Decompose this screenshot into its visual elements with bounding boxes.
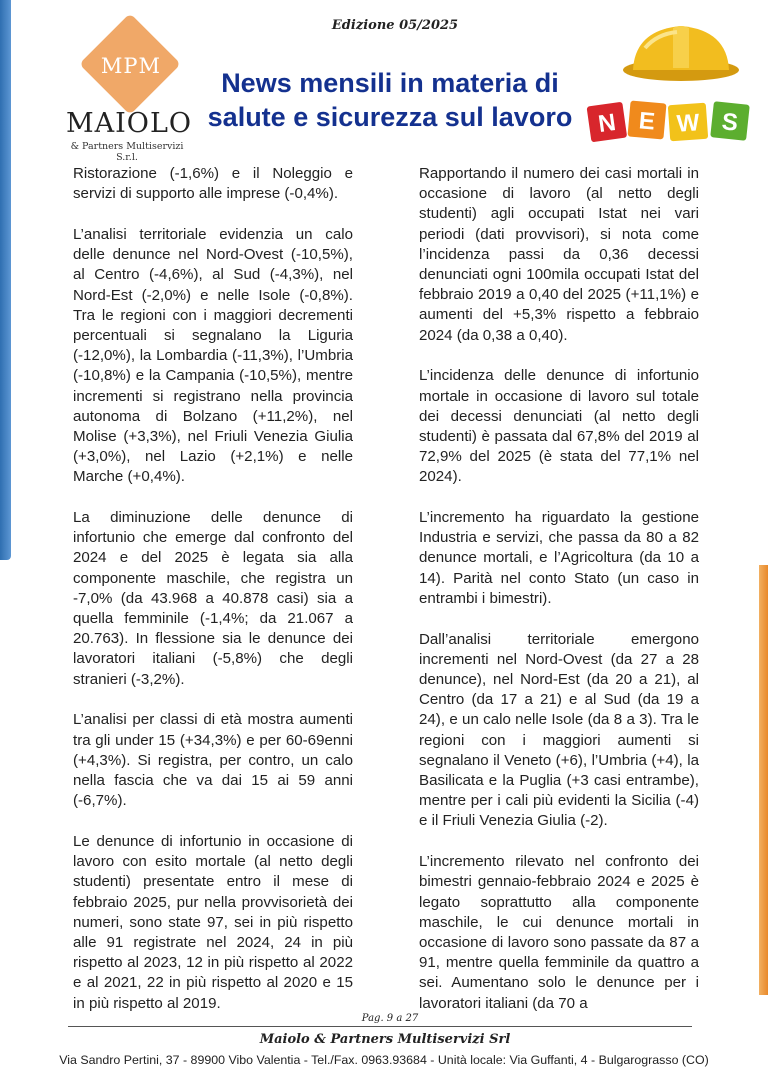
left-accent-bar [0, 0, 11, 560]
paragraph: L’incidenza delle denunce di infortunio mortale in occasione di lavoro sul totale dei decessi denunciati (al netto degli studenti) è passata dal 67,8% del 2019 al 72,9% del 2025 (è stata del 77,1% nel 2024). [419, 367, 699, 486]
title-line-1: News mensili in materia di [221, 68, 559, 98]
footer-address: Via Sandro Pertini, 37 - 89900 Vibo Valentia - Tel./Fax. 0963.93684 - Unità locale: Via Guffanti, 4 - Bulgarograsso (CO) [59, 1053, 709, 1067]
right-accent-bar [759, 565, 768, 995]
logo-subtitle: & Partners Multiservizi S.r.l. [70, 141, 184, 163]
logo-name: MAIOLO [66, 108, 193, 139]
paragraph: L’incremento ha riguardato la gestione Industria e servizi, che passa da 80 a 82 denunce mortali, e l’Agricoltura (da 10 a 14). Parità nel conto Stato (un caso in entrambi i bimestri). [419, 509, 699, 607]
news-letter-e: E [637, 107, 657, 136]
paragraph: L’analisi territoriale evidenzia un calo delle denunce nel Nord-Ovest (-10,5%), al Centro (-4,6%), al Sud (-4,3%), nel Nord-Est (-2,0%) e nelle Isole (-0,8%). Tra le regioni con i maggiori decrementi percentuali si segnalano la Liguria (-12,0%), la Lombardia (-11,3%), l’Umbria (-10,8%) e la Campania (-10,5%), mentre incrementi si registrano nella provincia autonoma di Bolzano (+11,2%), nel Molise (+3,3%), nel Friuli Venezia Giulia (+3,0%), nel Lazio (+2,1%) e nelle Marche (+0,4%). [73, 225, 353, 486]
news-letter-w: W [675, 109, 701, 138]
company-logo [66, 20, 198, 163]
logo-initials: MPM [100, 54, 162, 78]
footer-divider [68, 1026, 692, 1027]
paragraph: Ristorazione (-1,6%) e il Noleggio e servizi di supporto alle imprese (-0,4%). [73, 165, 353, 203]
news-letter-n: N [596, 108, 618, 139]
page-title [200, 66, 580, 134]
left-text-column [73, 164, 353, 1034]
paragraph: Rapportando il numero dei casi mortali in occasione di lavoro (al netto degli studenti) agli occupati Istat nei vari periodi (dati provvisori), si nota come l’incidenza passi da 0,36 decessi denunciati ogni 100mila occupati Istat del febbraio 2019 a 0,40 del 2025 (+11,1%) e aumenti del +5,3% rispetto a febbraio 2024 (da 0,38 a 0,40). [419, 165, 699, 344]
paragraph: Dall’analisi territoriale emergono incrementi nel Nord-Ovest (da 27 a 28 denunce), nel Nord-Est (da 20 a 21), al Centro (da 17 a 21) e al Sud (da 19 a 24), e un calo nelle Isole (da 8 a 3). Tra le regioni con i maggiori aumenti si segnalano il Veneto (+6), l’Umbria (+4), la Basilicata e la Puglia (+3 casi entrambe), mentre per i cali più evidenti la Sicilia (-4) e il Friuli Venezia Giulia (-2). [419, 630, 699, 830]
paragraph: L’incremento rilevato nel confronto dei bimestri gennaio-febbraio 2024 e 2025 è legato soprattutto alla componente maschile, le cui denunce mortali in occasione di lavoro sono passate da 87 a 91, mentre quella femminile da quattro a sei. Aumentano solo le denunce per i lavoratori italiani (da 70 a [419, 853, 699, 1012]
paragraph: L’analisi per classi di età mostra aumenti tra gli under 15 (+34,3%) e per 60-69enni (+4,3%). Si registra, per contro, un calo nella fascia che va dai 15 ai 59 anni (-6,7%). [73, 711, 353, 810]
news-letter-blocks [587, 100, 750, 142]
paragraph: Le denunce di infortunio in occasione di lavoro con esito mortale (al netto degli studenti) presentate entro il mese di febbraio 2025, pur nella provvisorietà dei numeri, sono state 97, sei in più rispetto alle 91 registrate nel 2024, 24 in più rispetto al 2023, 12 in più rispetto al 2022 e al 2021, 22 in più rispetto al 2020 e 15 in più rispetto al 2019. [73, 832, 353, 1012]
news-helmet-graphic [585, 18, 755, 153]
right-text-column [419, 164, 699, 1034]
news-letter-s: S [720, 108, 740, 137]
paragraph: La diminuzione delle denunce di infortunio che emerge dal confronto del 2024 e del 2025 è legata sia alla componente maschile, che registra un -7,0% (da 43.968 a 40.878 casi) sia a quella femminile (-1,4%; da 21.067 a 20.763). In flessione sia le denunce dei lavoratori italiani (-5,8%) che degli stranieri (-3,2%). [73, 509, 353, 688]
hard-hat-icon [623, 26, 739, 81]
page-number: Pag. 9 a 27 [361, 1013, 419, 1024]
title-line-2: salute e sicurezza sul lavoro [207, 102, 573, 132]
footer-company: Maiolo & Partners Multiservizi Srl [259, 1032, 511, 1047]
edition-label: Edizione 05/2025 [331, 18, 459, 33]
